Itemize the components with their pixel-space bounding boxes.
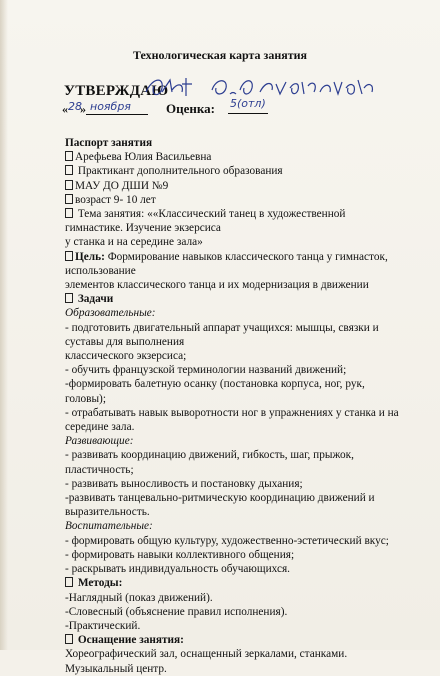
list-item: середине зала.	[65, 421, 135, 434]
passport-goal-3: элементов классического танца и их модернизация в движении	[65, 279, 369, 292]
list-item: пластичность;	[65, 463, 134, 476]
list-item: -Наглядный (показ движений).	[65, 591, 213, 604]
checkbox-icon	[65, 180, 73, 190]
list-item: классического экзерсиса;	[65, 350, 187, 363]
document-title: Технологическая карта занятия	[132, 48, 308, 62]
equipment-heading-row	[65, 633, 425, 647]
tasks-heading: Задачи	[75, 293, 114, 306]
goal-label: Цель:	[75, 250, 105, 263]
list-item: - подготовить двигательный аппарат учащихся: мышцы, связки и	[65, 321, 379, 334]
approve-label: УТВЕРЖДАЮ	[64, 83, 169, 99]
checkbox-icon	[65, 165, 73, 175]
passport-heading: Паспорт занятия	[65, 137, 153, 149]
grade-underline	[228, 113, 268, 114]
list-item: -развивать танцевально-ритмическую координацию движений и	[65, 492, 375, 505]
date-day: 28	[68, 100, 82, 113]
list-item: Хореографический зал, оснащенный зеркалами, станками.	[65, 648, 348, 661]
passport-topic-3: у станка и на середине зала»	[65, 236, 203, 249]
passport-org: МАУ ДО ДШИ №9	[75, 179, 169, 192]
date-month: ноября	[90, 100, 131, 113]
list-item: головы);	[65, 392, 106, 405]
developing-heading: Развивающие:	[65, 435, 134, 448]
page-edge-shadow	[0, 0, 8, 650]
educational-heading: Образовательные:	[65, 307, 156, 320]
passport-role-row	[65, 164, 425, 178]
upbringing-heading: Воспитательные:	[65, 520, 153, 533]
document-body	[65, 136, 425, 676]
checkbox-icon	[65, 251, 73, 261]
date-underline	[86, 114, 148, 115]
list-item: - раскрывать индивидуальность обучающихся.	[65, 563, 290, 576]
equipment-heading: Оснащение занятия:	[75, 634, 184, 647]
checkbox-icon	[65, 634, 73, 644]
passport-name: Арефьева Юлия Васильевна	[75, 151, 212, 164]
passport-goal-1: Формирование навыков классического танца у гимнасток,	[104, 250, 388, 263]
list-item: выразительность.	[65, 506, 150, 519]
list-item: суставы для выполнения	[65, 335, 185, 348]
list-item: - развивать выносливость и постановку дыхания;	[65, 477, 303, 490]
passport-name-row	[65, 150, 425, 164]
list-item: - формировать общую культуру, художественно-эстетический вкус;	[65, 534, 389, 547]
list-item: -Практический.	[65, 619, 141, 632]
date-close-quote: »	[80, 102, 86, 116]
checkbox-icon	[65, 293, 73, 303]
tasks-heading-row	[65, 292, 425, 306]
passport-age-row	[65, 193, 425, 207]
passport-topic-row	[65, 207, 425, 221]
passport-topic-1: Тема занятия: ««Классический танец в художественной	[75, 208, 346, 221]
list-item: - развивать координацию движений, гибкость, шаг, прыжок,	[65, 449, 354, 462]
methods-heading: Методы:	[75, 577, 123, 590]
methods-heading-row	[65, 576, 425, 590]
passport-goal-row	[65, 250, 425, 264]
list-item: - формировать навыки коллективного общения;	[65, 548, 295, 561]
date-open-quote: «	[62, 102, 68, 116]
list-item: Музыкальный центр.	[65, 662, 167, 675]
list-item: -формировать балетную осанку (постановка корпуса, ног, рук,	[65, 378, 365, 391]
list-item: - обучить французской терминологии названий движений;	[65, 364, 347, 377]
passport-goal-2: использование	[65, 264, 136, 277]
passport-topic-2: гимнастике. Изучение экзерсиса	[65, 222, 221, 235]
passport-role: Практикант дополнительного образования	[75, 165, 283, 178]
checkbox-icon	[65, 208, 73, 218]
checkbox-icon	[65, 194, 73, 204]
grade-label: Оценка:	[166, 101, 215, 116]
checkbox-icon	[65, 151, 73, 161]
checkbox-icon	[65, 577, 73, 587]
passport-age: возраст 9- 10 лет	[75, 193, 156, 206]
list-item: - отрабатывать навык выворотности ног в упражнениях у станка и на	[65, 406, 399, 419]
grade-value: 5(отл)	[230, 97, 266, 110]
passport-org-row	[65, 179, 425, 193]
list-item: -Словесный (объяснение правил исполнения).	[65, 605, 288, 618]
